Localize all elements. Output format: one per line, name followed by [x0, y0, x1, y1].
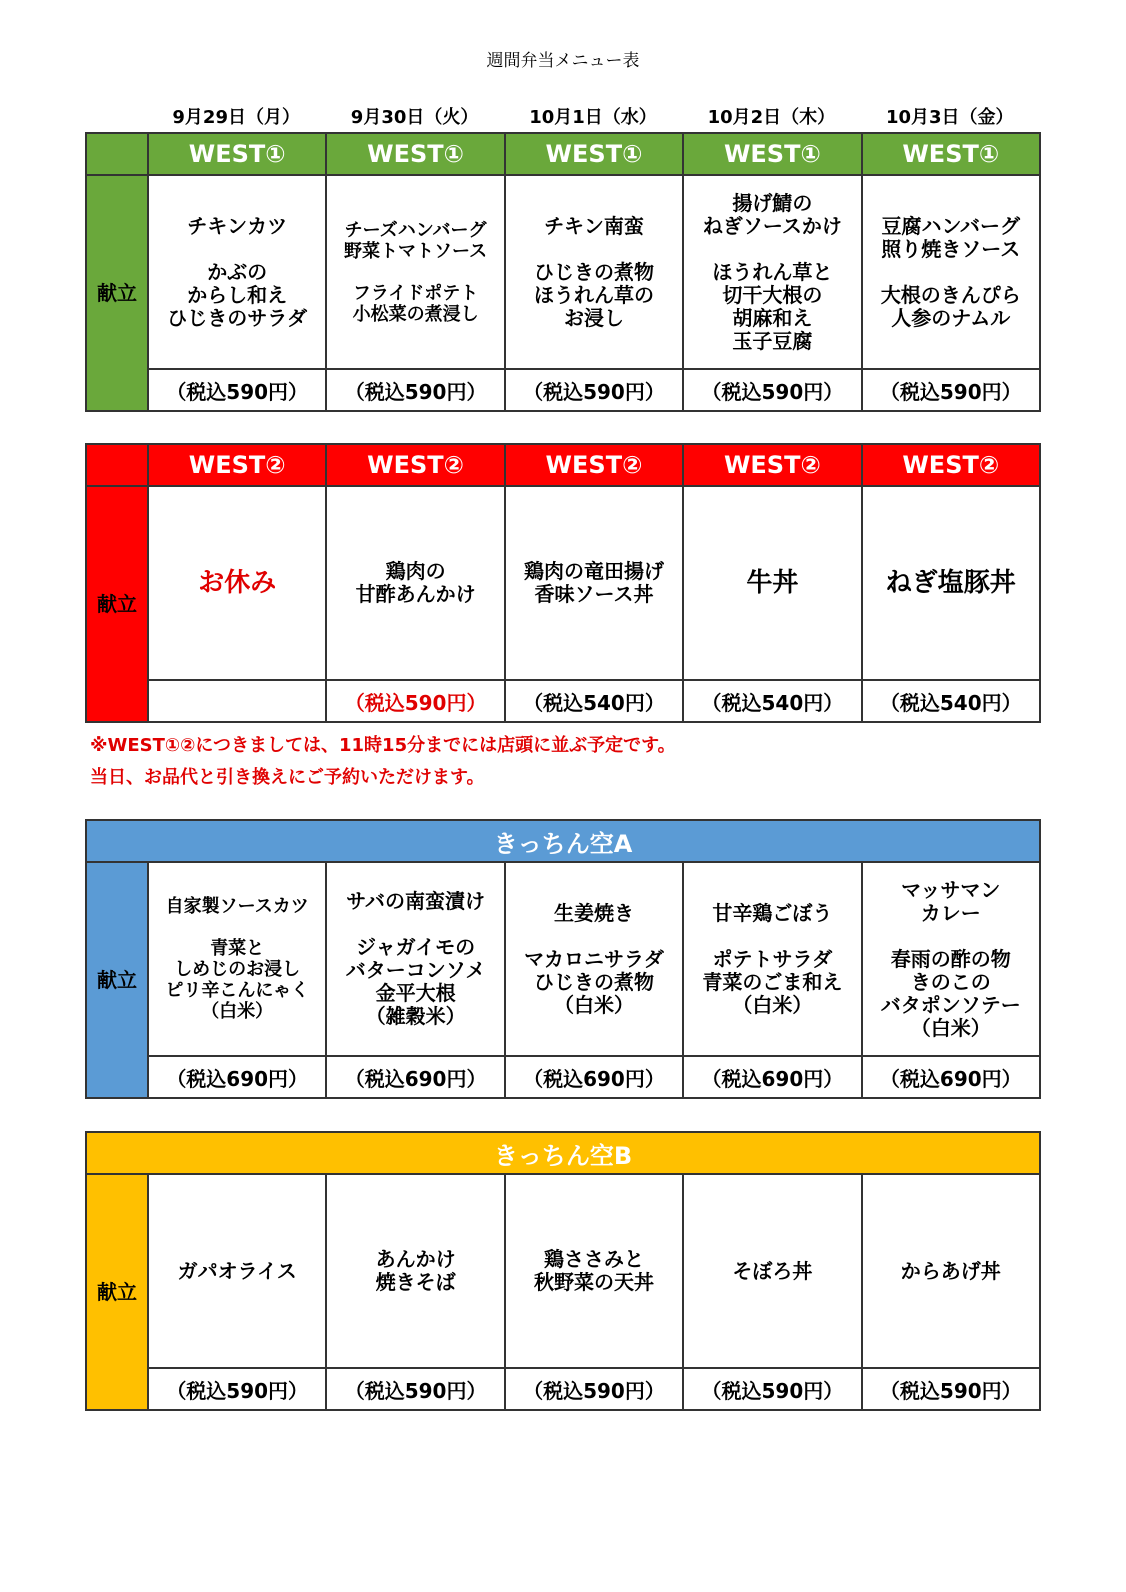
kitchen-b-menu-table	[85, 1131, 1041, 1411]
kitchen-b-price: （税込590円）	[862, 1368, 1040, 1410]
west2-header: WEST②	[683, 444, 861, 486]
notice-text	[90, 730, 676, 794]
kitchen-b-price: （税込590円）	[505, 1368, 683, 1410]
west1-header: WEST①	[862, 133, 1040, 175]
kitchen-b-menu-item: 鶏ささみと 秋野菜の天丼	[505, 1174, 683, 1368]
kitchen-b-menu-item: からあげ丼	[862, 1174, 1040, 1368]
west1-menu-item: チーズハンバーグ 野菜トマトソース フライドポテト 小松菜の煮浸し	[326, 175, 504, 369]
west2-menu-item: 鶏肉の竜田揚げ 香味ソース丼	[505, 486, 683, 680]
kitchen-a-price: （税込690円）	[326, 1056, 504, 1098]
west1-menu-item: 揚げ鯖の ねぎソースかけ ほうれん草と 切干大根の 胡麻和え 玉子豆腐	[683, 175, 861, 369]
west2-menu-item: 牛丼	[683, 486, 861, 680]
west1-menu-item: チキン南蛮 ひじきの煮物 ほうれん草の お浸し	[505, 175, 683, 369]
west2-side-header	[86, 444, 148, 486]
west2-header: WEST②	[326, 444, 504, 486]
west1-price: （税込590円）	[505, 369, 683, 411]
west2-side-label: 献立	[86, 486, 148, 722]
kitchen-b-price: （税込590円）	[148, 1368, 326, 1410]
west1-header: WEST①	[683, 133, 861, 175]
notice-line: ※WEST①②につきましては、11時15分までには店頭に並ぶ予定です。	[90, 735, 676, 756]
date-label: 9月30日（火）	[350, 107, 479, 128]
kitchen-a-price: （税込690円）	[505, 1056, 683, 1098]
west2-price: （税込540円）	[862, 680, 1040, 722]
west1-menu-table	[85, 132, 1041, 412]
west2-price: （税込590円）	[326, 680, 504, 722]
west2-menu-table	[85, 443, 1041, 723]
west1-price: （税込590円）	[326, 369, 504, 411]
west2-price	[148, 680, 326, 722]
west1-side-header	[86, 133, 148, 175]
west1-price: （税込590円）	[683, 369, 861, 411]
west1-header: WEST①	[148, 133, 326, 175]
kitchen-b-header: きっちん空B	[86, 1132, 1040, 1174]
kitchen-a-price: （税込690円）	[683, 1056, 861, 1098]
west1-header: WEST①	[505, 133, 683, 175]
kitchen-b-menu-item: あんかけ 焼きそば	[326, 1174, 504, 1368]
date-label: 10月3日（金）	[885, 107, 1014, 128]
west2-price: （税込540円）	[683, 680, 861, 722]
page-title: 週間弁当メニュー表	[486, 51, 640, 71]
kitchen-b-menu-item: ガパオライス	[148, 1174, 326, 1368]
west2-header: WEST②	[505, 444, 683, 486]
west2-closed-label: お休み	[148, 486, 326, 680]
kitchen-a-menu-item: マッサマン カレー 春雨の酢の物 きのこの バタポンソテー （白米）	[862, 862, 1040, 1056]
kitchen-b-price: （税込590円）	[326, 1368, 504, 1410]
kitchen-a-menu-item: 自家製ソースカツ 青菜と しめじのお浸し ピリ辛こんにゃく （白米）	[148, 862, 326, 1056]
kitchen-b-menu-item: そぼろ丼	[683, 1174, 861, 1368]
kitchen-a-menu-item: 甘辛鶏ごぼう ポテトサラダ 青菜のごま和え （白米）	[683, 862, 861, 1056]
west2-menu-item: ねぎ塩豚丼	[862, 486, 1040, 680]
west1-header: WEST①	[326, 133, 504, 175]
date-label: 10月1日（水）	[529, 107, 657, 128]
kitchen-a-header: きっちん空A	[86, 820, 1040, 862]
date-label: 10月2日（木）	[707, 107, 836, 128]
kitchen-a-menu-item: サバの南蛮漬け ジャガイモの バターコンソメ 金平大根 （雑穀米）	[326, 862, 504, 1056]
west1-price: （税込590円）	[148, 369, 326, 411]
west1-menu-item: 豆腐ハンバーグ 照り焼きソース 大根のきんぴら 人参のナムル	[862, 175, 1040, 369]
kitchen-a-menu-item: 生姜焼き マカロニサラダ ひじきの煮物 （白米）	[505, 862, 683, 1056]
kitchen-b-price: （税込590円）	[683, 1368, 861, 1410]
west1-price: （税込590円）	[862, 369, 1040, 411]
west1-menu-item: チキンカツ かぶの からし和え ひじきのサラダ	[148, 175, 326, 369]
notice-line: 当日、お品代と引き換えにご予約いただけます。	[90, 767, 485, 788]
west2-header: WEST②	[862, 444, 1040, 486]
kitchen-b-side-label: 献立	[86, 1174, 148, 1410]
kitchen-a-price: （税込690円）	[148, 1056, 326, 1098]
date-header-row	[147, 104, 1039, 132]
west1-side-label: 献立	[86, 175, 148, 411]
date-label: 9月29日（月）	[172, 107, 300, 128]
west2-price: （税込540円）	[505, 680, 683, 722]
kitchen-a-menu-table	[85, 819, 1041, 1099]
west2-menu-item: 鶏肉の 甘酢あんかけ	[326, 486, 504, 680]
kitchen-a-side-label: 献立	[86, 862, 148, 1098]
kitchen-a-price: （税込690円）	[862, 1056, 1040, 1098]
west2-header: WEST②	[148, 444, 326, 486]
